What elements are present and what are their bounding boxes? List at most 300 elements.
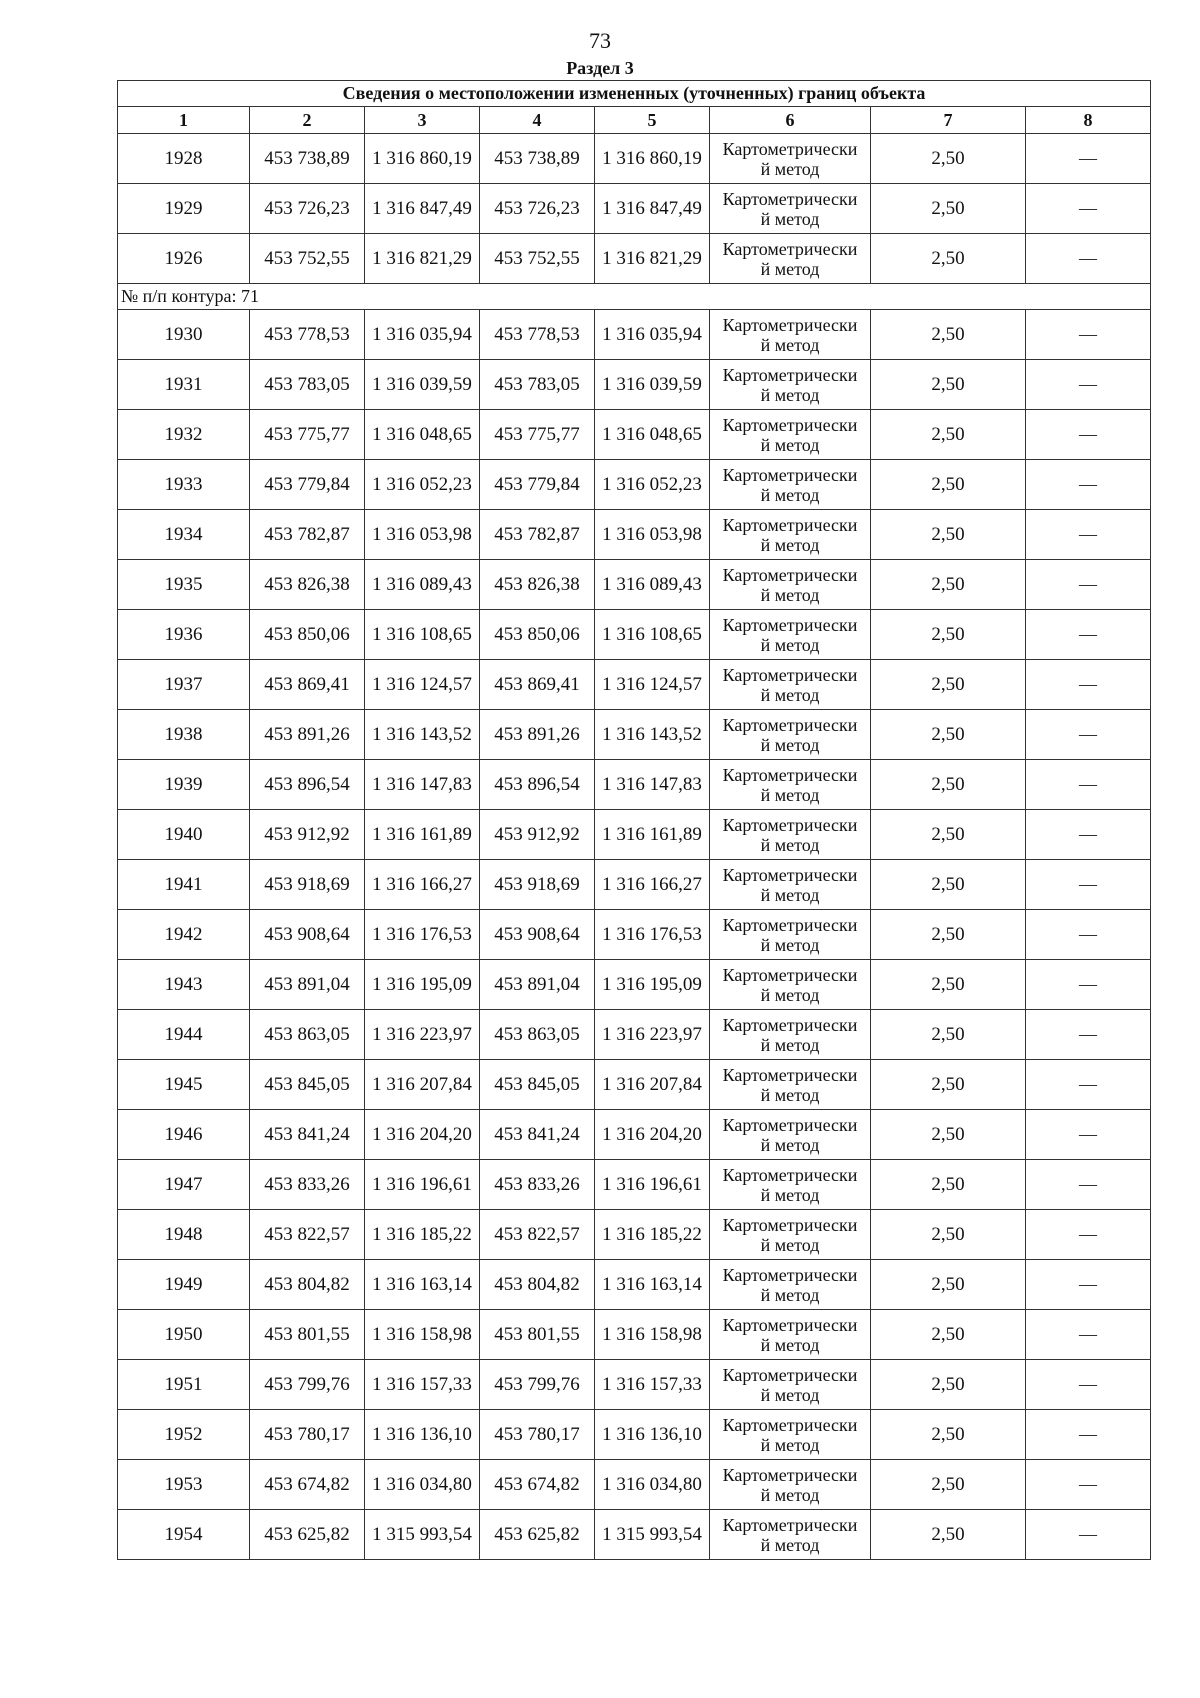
table-row: [118, 560, 1151, 610]
table-row: [118, 234, 1151, 284]
accuracy-cell: 2,50: [871, 1060, 1026, 1110]
x-old-cell: 453 738,89: [250, 134, 365, 184]
x-old-cell: 453 869,41: [250, 660, 365, 710]
method-line2: й метод: [760, 1534, 820, 1555]
accuracy-cell: 2,50: [871, 710, 1026, 760]
x-new-cell: 453 775,77: [480, 410, 595, 460]
y-old-cell: 1 315 993,54: [365, 1510, 480, 1560]
x-old-cell: 453 912,92: [250, 810, 365, 860]
x-new-cell: 453 869,41: [480, 660, 595, 710]
method-cell: [710, 660, 871, 710]
point-number-cell: 1930: [118, 310, 250, 360]
description-cell: —: [1026, 1210, 1151, 1260]
accuracy-cell: 2,50: [871, 760, 1026, 810]
point-number-cell: 1949: [118, 1260, 250, 1310]
contour-label: № п/п контура: 71: [118, 284, 1151, 310]
method-cell: [710, 760, 871, 810]
x-old-cell: 453 799,76: [250, 1360, 365, 1410]
y-new-cell: 1 316 158,98: [595, 1310, 710, 1360]
method-cell: [710, 1210, 871, 1260]
point-number-cell: 1951: [118, 1360, 250, 1410]
table-row: [118, 1210, 1151, 1260]
method-line1: Картометрически: [722, 1414, 858, 1435]
column-number: 1: [118, 107, 250, 134]
table-row: [118, 184, 1151, 234]
x-old-cell: 453 826,38: [250, 560, 365, 610]
method-line1: Картометрически: [722, 364, 858, 385]
point-number-cell: 1935: [118, 560, 250, 610]
x-new-cell: 453 782,87: [480, 510, 595, 560]
y-new-cell: 1 316 847,49: [595, 184, 710, 234]
method-cell: [710, 560, 871, 610]
y-old-cell: 1 316 847,49: [365, 184, 480, 234]
y-new-cell: 1 316 163,14: [595, 1260, 710, 1310]
method-cell: [710, 960, 871, 1010]
y-old-cell: 1 316 196,61: [365, 1160, 480, 1210]
x-old-cell: 453 822,57: [250, 1210, 365, 1260]
x-new-cell: 453 863,05: [480, 1010, 595, 1060]
description-cell: —: [1026, 310, 1151, 360]
x-old-cell: 453 780,17: [250, 1410, 365, 1460]
table-row: [118, 1160, 1151, 1210]
method-line2: й метод: [760, 784, 820, 805]
accuracy-cell: 2,50: [871, 1010, 1026, 1060]
y-new-cell: 1 315 993,54: [595, 1510, 710, 1560]
x-new-cell: 453 850,06: [480, 610, 595, 660]
method-line1: Картометрически: [722, 814, 858, 835]
table-row: [118, 760, 1151, 810]
method-line1: Картометрически: [722, 1214, 858, 1235]
x-new-cell: 453 799,76: [480, 1360, 595, 1410]
point-number-cell: 1952: [118, 1410, 250, 1460]
y-new-cell: 1 316 176,53: [595, 910, 710, 960]
description-cell: —: [1026, 234, 1151, 284]
y-old-cell: 1 316 124,57: [365, 660, 480, 710]
table-row: [118, 960, 1151, 1010]
accuracy-cell: 2,50: [871, 1260, 1026, 1310]
description-cell: —: [1026, 1410, 1151, 1460]
point-number-cell: 1938: [118, 710, 250, 760]
accuracy-cell: 2,50: [871, 660, 1026, 710]
y-old-cell: 1 316 821,29: [365, 234, 480, 284]
method-line2: й метод: [760, 634, 820, 655]
description-cell: —: [1026, 1310, 1151, 1360]
point-number-cell: 1932: [118, 410, 250, 460]
method-line1: Картометрически: [722, 1364, 858, 1385]
method-line1: Картометрически: [722, 1264, 858, 1285]
y-new-cell: 1 316 143,52: [595, 710, 710, 760]
y-new-cell: 1 316 124,57: [595, 660, 710, 710]
method-line2: й метод: [760, 1234, 820, 1255]
method-line2: й метод: [760, 434, 820, 455]
y-old-cell: 1 316 143,52: [365, 710, 480, 760]
accuracy-cell: 2,50: [871, 910, 1026, 960]
accuracy-cell: 2,50: [871, 810, 1026, 860]
y-old-cell: 1 316 195,09: [365, 960, 480, 1010]
method-line2: й метод: [760, 1284, 820, 1305]
method-line2: й метод: [760, 1184, 820, 1205]
description-cell: —: [1026, 460, 1151, 510]
method-line1: Картометрически: [722, 764, 858, 785]
method-line1: Картометрически: [722, 1464, 858, 1485]
x-old-cell: 453 841,24: [250, 1110, 365, 1160]
method-line2: й метод: [760, 684, 820, 705]
y-new-cell: 1 316 207,84: [595, 1060, 710, 1110]
method-cell: [710, 1360, 871, 1410]
x-old-cell: 453 845,05: [250, 1060, 365, 1110]
method-line1: Картометрически: [722, 138, 858, 159]
method-line1: Картометрически: [722, 614, 858, 635]
method-line2: й метод: [760, 1334, 820, 1355]
y-new-cell: 1 316 147,83: [595, 760, 710, 810]
x-new-cell: 453 845,05: [480, 1060, 595, 1110]
description-cell: —: [1026, 810, 1151, 860]
method-cell: [710, 610, 871, 660]
x-new-cell: 453 779,84: [480, 460, 595, 510]
accuracy-cell: 2,50: [871, 1510, 1026, 1560]
method-line1: Картометрически: [722, 864, 858, 885]
method-cell: [710, 710, 871, 760]
point-number-cell: 1937: [118, 660, 250, 710]
method-line2: й метод: [760, 208, 820, 229]
description-cell: —: [1026, 510, 1151, 560]
accuracy-cell: 2,50: [871, 1310, 1026, 1360]
method-cell: [710, 310, 871, 360]
point-number-cell: 1942: [118, 910, 250, 960]
table-caption: Сведения о местоположении измененных (уточненных) границ объекта: [118, 81, 1151, 107]
method-line2: й метод: [760, 384, 820, 405]
point-number-cell: 1953: [118, 1460, 250, 1510]
method-cell: [710, 1260, 871, 1310]
page-number: 73: [589, 28, 611, 53]
x-new-cell: 453 674,82: [480, 1460, 595, 1510]
method-line2: й метод: [760, 1084, 820, 1105]
x-new-cell: 453 801,55: [480, 1310, 595, 1360]
method-line1: Картометрически: [722, 464, 858, 485]
accuracy-cell: 2,50: [871, 560, 1026, 610]
point-number-cell: 1954: [118, 1510, 250, 1560]
x-old-cell: 453 782,87: [250, 510, 365, 560]
y-old-cell: 1 316 108,65: [365, 610, 480, 660]
description-cell: —: [1026, 1260, 1151, 1310]
table-row: [118, 1060, 1151, 1110]
method-line2: й метод: [760, 734, 820, 755]
method-cell: [710, 1010, 871, 1060]
y-new-cell: 1 316 161,89: [595, 810, 710, 860]
table-row: [118, 310, 1151, 360]
method-line1: Картометрически: [722, 1064, 858, 1085]
description-cell: —: [1026, 1110, 1151, 1160]
method-line2: й метод: [760, 1434, 820, 1455]
column-number: 8: [1026, 107, 1151, 134]
method-line1: Картометрически: [722, 1014, 858, 1035]
method-line1: Картометрически: [722, 414, 858, 435]
table-row: [118, 1310, 1151, 1360]
method-line1: Картометрически: [722, 188, 858, 209]
accuracy-cell: 2,50: [871, 134, 1026, 184]
table-row: [118, 810, 1151, 860]
y-old-cell: 1 316 163,14: [365, 1260, 480, 1310]
point-number-cell: 1939: [118, 760, 250, 810]
table-row: [118, 1460, 1151, 1510]
accuracy-cell: 2,50: [871, 1360, 1026, 1410]
description-cell: —: [1026, 1510, 1151, 1560]
method-cell: [710, 910, 871, 960]
x-old-cell: 453 896,54: [250, 760, 365, 810]
x-old-cell: 453 863,05: [250, 1010, 365, 1060]
y-old-cell: 1 316 860,19: [365, 134, 480, 184]
x-old-cell: 453 779,84: [250, 460, 365, 510]
method-line2: й метод: [760, 1134, 820, 1155]
x-old-cell: 453 775,77: [250, 410, 365, 460]
y-old-cell: 1 316 034,80: [365, 1460, 480, 1510]
method-line1: Картометрически: [722, 964, 858, 985]
y-old-cell: 1 316 158,98: [365, 1310, 480, 1360]
table-row: [118, 1110, 1151, 1160]
y-new-cell: 1 316 196,61: [595, 1160, 710, 1210]
y-new-cell: 1 316 821,29: [595, 234, 710, 284]
description-cell: —: [1026, 760, 1151, 810]
accuracy-cell: 2,50: [871, 510, 1026, 560]
method-cell: [710, 134, 871, 184]
x-old-cell: 453 891,26: [250, 710, 365, 760]
x-old-cell: 453 804,82: [250, 1260, 365, 1310]
y-old-cell: 1 316 053,98: [365, 510, 480, 560]
point-number-cell: 1936: [118, 610, 250, 660]
x-new-cell: 453 778,53: [480, 310, 595, 360]
x-new-cell: 453 726,23: [480, 184, 595, 234]
column-number: 4: [480, 107, 595, 134]
description-cell: —: [1026, 410, 1151, 460]
table-row: [118, 460, 1151, 510]
table-row: [118, 410, 1151, 460]
y-new-cell: 1 316 108,65: [595, 610, 710, 660]
y-old-cell: 1 316 157,33: [365, 1360, 480, 1410]
accuracy-cell: 2,50: [871, 1110, 1026, 1160]
x-new-cell: 453 896,54: [480, 760, 595, 810]
x-old-cell: 453 778,53: [250, 310, 365, 360]
y-new-cell: 1 316 053,98: [595, 510, 710, 560]
description-cell: —: [1026, 610, 1151, 660]
method-line2: й метод: [760, 1034, 820, 1055]
x-old-cell: 453 801,55: [250, 1310, 365, 1360]
table-row: [118, 910, 1151, 960]
y-old-cell: 1 316 039,59: [365, 360, 480, 410]
method-cell: [710, 184, 871, 234]
column-number: 3: [365, 107, 480, 134]
method-cell: [710, 234, 871, 284]
table-row: [118, 1010, 1151, 1060]
y-old-cell: 1 316 147,83: [365, 760, 480, 810]
x-new-cell: 453 918,69: [480, 860, 595, 910]
y-new-cell: 1 316 039,59: [595, 360, 710, 410]
y-new-cell: 1 316 195,09: [595, 960, 710, 1010]
point-number-cell: 1947: [118, 1160, 250, 1210]
y-old-cell: 1 316 161,89: [365, 810, 480, 860]
table-row: [118, 134, 1151, 184]
description-cell: —: [1026, 660, 1151, 710]
accuracy-cell: 2,50: [871, 1210, 1026, 1260]
method-cell: [710, 860, 871, 910]
accuracy-cell: 2,50: [871, 960, 1026, 1010]
method-cell: [710, 1310, 871, 1360]
y-old-cell: 1 316 089,43: [365, 560, 480, 610]
accuracy-cell: 2,50: [871, 1410, 1026, 1460]
x-old-cell: 453 891,04: [250, 960, 365, 1010]
method-cell: [710, 460, 871, 510]
x-old-cell: 453 908,64: [250, 910, 365, 960]
method-cell: [710, 1410, 871, 1460]
accuracy-cell: 2,50: [871, 860, 1026, 910]
boundary-coordinates-table: [117, 80, 1151, 1560]
y-old-cell: 1 316 048,65: [365, 410, 480, 460]
section-title: Раздел 3: [566, 58, 634, 78]
description-cell: —: [1026, 710, 1151, 760]
column-number: 5: [595, 107, 710, 134]
y-old-cell: 1 316 204,20: [365, 1110, 480, 1160]
y-new-cell: 1 316 034,80: [595, 1460, 710, 1510]
x-new-cell: 453 912,92: [480, 810, 595, 860]
y-old-cell: 1 316 052,23: [365, 460, 480, 510]
table-row: [118, 360, 1151, 410]
x-old-cell: 453 918,69: [250, 860, 365, 910]
method-line1: Картометрически: [722, 1164, 858, 1185]
column-number: 2: [250, 107, 365, 134]
x-old-cell: 453 833,26: [250, 1160, 365, 1210]
point-number-cell: 1943: [118, 960, 250, 1010]
point-number-cell: 1928: [118, 134, 250, 184]
table-row: [118, 1410, 1151, 1460]
method-line2: й метод: [760, 584, 820, 605]
method-cell: [710, 1160, 871, 1210]
y-old-cell: 1 316 166,27: [365, 860, 480, 910]
point-number-cell: 1948: [118, 1210, 250, 1260]
point-number-cell: 1950: [118, 1310, 250, 1360]
method-line1: Картометрически: [722, 514, 858, 535]
method-line2: й метод: [760, 884, 820, 905]
table-row: [118, 510, 1151, 560]
y-new-cell: 1 316 185,22: [595, 1210, 710, 1260]
point-number-cell: 1926: [118, 234, 250, 284]
y-new-cell: 1 316 166,27: [595, 860, 710, 910]
y-new-cell: 1 316 052,23: [595, 460, 710, 510]
x-new-cell: 453 822,57: [480, 1210, 595, 1260]
description-cell: —: [1026, 860, 1151, 910]
accuracy-cell: 2,50: [871, 610, 1026, 660]
method-line2: й метод: [760, 534, 820, 555]
method-cell: [710, 1060, 871, 1110]
method-cell: [710, 360, 871, 410]
y-new-cell: 1 316 048,65: [595, 410, 710, 460]
accuracy-cell: 2,50: [871, 310, 1026, 360]
point-number-cell: 1940: [118, 810, 250, 860]
point-number-cell: 1946: [118, 1110, 250, 1160]
method-line2: й метод: [760, 984, 820, 1005]
description-cell: —: [1026, 134, 1151, 184]
x-old-cell: 453 783,05: [250, 360, 365, 410]
accuracy-cell: 2,50: [871, 1160, 1026, 1210]
description-cell: —: [1026, 1460, 1151, 1510]
method-line2: й метод: [760, 1384, 820, 1405]
point-number-cell: 1933: [118, 460, 250, 510]
y-old-cell: 1 316 035,94: [365, 310, 480, 360]
point-number-cell: 1945: [118, 1060, 250, 1110]
table-row: [118, 1360, 1151, 1410]
y-new-cell: 1 316 157,33: [595, 1360, 710, 1410]
method-cell: [710, 1110, 871, 1160]
description-cell: —: [1026, 1360, 1151, 1410]
x-old-cell: 453 625,82: [250, 1510, 365, 1560]
description-cell: —: [1026, 360, 1151, 410]
y-new-cell: 1 316 035,94: [595, 310, 710, 360]
description-cell: —: [1026, 960, 1151, 1010]
x-new-cell: 453 752,55: [480, 234, 595, 284]
x-new-cell: 453 841,24: [480, 1110, 595, 1160]
method-line1: Картометрически: [722, 564, 858, 585]
table-row: [118, 660, 1151, 710]
y-new-cell: 1 316 204,20: [595, 1110, 710, 1160]
point-number-cell: 1934: [118, 510, 250, 560]
column-number: 6: [710, 107, 871, 134]
y-old-cell: 1 316 185,22: [365, 1210, 480, 1260]
method-line1: Картометрически: [722, 714, 858, 735]
table-row: [118, 710, 1151, 760]
x-new-cell: 453 826,38: [480, 560, 595, 610]
table-row: [118, 1510, 1151, 1560]
description-cell: —: [1026, 1060, 1151, 1110]
method-cell: [710, 1460, 871, 1510]
x-new-cell: 453 625,82: [480, 1510, 595, 1560]
description-cell: —: [1026, 910, 1151, 960]
y-old-cell: 1 316 207,84: [365, 1060, 480, 1110]
method-cell: [710, 410, 871, 460]
accuracy-cell: 2,50: [871, 410, 1026, 460]
table-row: [118, 1260, 1151, 1310]
accuracy-cell: 2,50: [871, 234, 1026, 284]
method-line2: й метод: [760, 934, 820, 955]
y-old-cell: 1 316 176,53: [365, 910, 480, 960]
column-number: 7: [871, 107, 1026, 134]
x-old-cell: 453 850,06: [250, 610, 365, 660]
accuracy-cell: 2,50: [871, 360, 1026, 410]
accuracy-cell: 2,50: [871, 460, 1026, 510]
accuracy-cell: 2,50: [871, 184, 1026, 234]
x-old-cell: 453 752,55: [250, 234, 365, 284]
point-number-cell: 1931: [118, 360, 250, 410]
method-cell: [710, 1510, 871, 1560]
accuracy-cell: 2,50: [871, 1460, 1026, 1510]
point-number-cell: 1944: [118, 1010, 250, 1060]
y-old-cell: 1 316 136,10: [365, 1410, 480, 1460]
x-old-cell: 453 726,23: [250, 184, 365, 234]
column-number-row: [118, 107, 1151, 134]
point-number-cell: 1941: [118, 860, 250, 910]
y-old-cell: 1 316 223,97: [365, 1010, 480, 1060]
x-new-cell: 453 780,17: [480, 1410, 595, 1460]
y-new-cell: 1 316 223,97: [595, 1010, 710, 1060]
method-line2: й метод: [760, 258, 820, 279]
method-line2: й метод: [760, 1484, 820, 1505]
method-line2: й метод: [760, 484, 820, 505]
description-cell: —: [1026, 560, 1151, 610]
y-new-cell: 1 316 860,19: [595, 134, 710, 184]
method-line2: й метод: [760, 334, 820, 355]
point-number-cell: 1929: [118, 184, 250, 234]
y-new-cell: 1 316 089,43: [595, 560, 710, 610]
method-line1: Картометрически: [722, 914, 858, 935]
method-line2: й метод: [760, 158, 820, 179]
table-row: [118, 610, 1151, 660]
